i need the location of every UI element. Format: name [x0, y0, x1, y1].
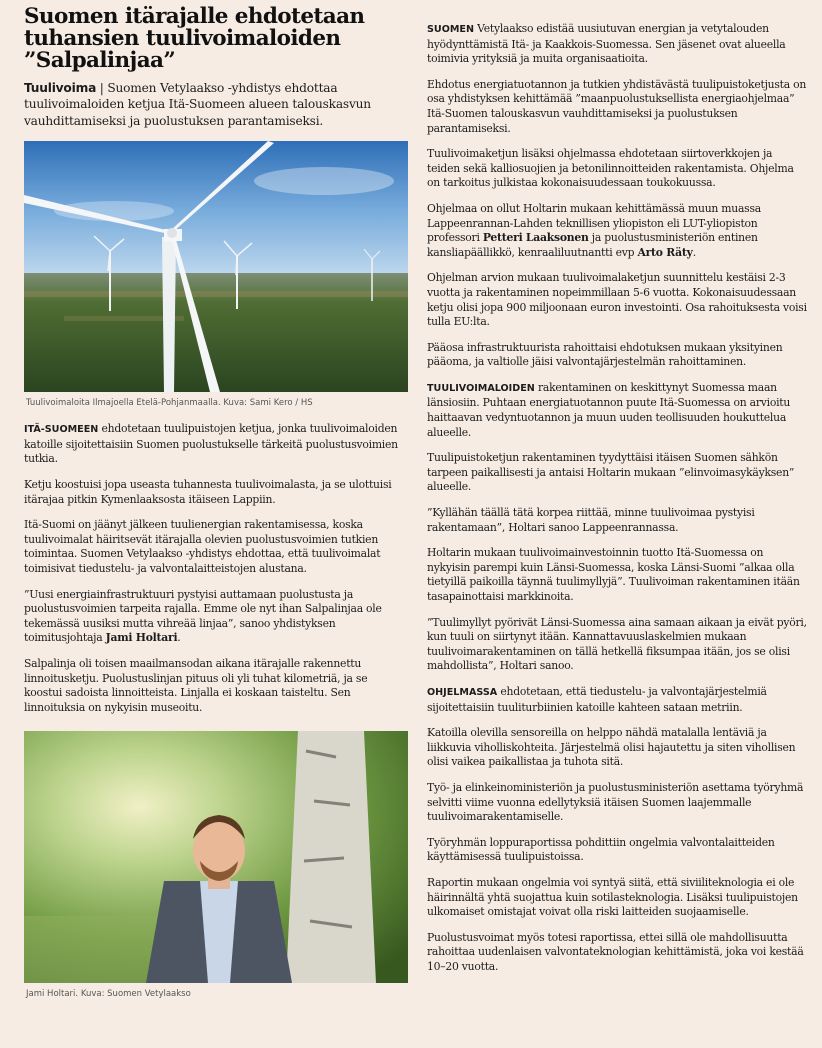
lead-text: Suomen Vetylaakso -yhdistys ehdottaa tuulivoimaloiden ketjua Itä-Suomeen alueen talouskasvun vauhdittamiseksi ja puolustuksen parantamiseksi.: [24, 81, 371, 128]
person-name: Petteri Laaksonen: [482, 231, 589, 245]
paragraph-text: ja puolustusministeriön entinen kansliapäällikkö, kenraaliluutnantti evp: [427, 231, 758, 259]
paragraph: Raportin mukaan ongelmia voi syntyä siitä, että siviiliteknologia ei ole häirinnältä yhtä suojattua kuin sotilasteknologia. Lisäksi tuulipuistojen ulkomaiset omistajat voivat olla riski laitteiden suojaamiselle.: [427, 875, 798, 919]
paragraph: [24, 422, 408, 467]
paragraph: ”Tuulimyllyt pyörivät Länsi-Suomessa aina samaan aikaan ja eivät pyöri, kun tuuli on siirtynyt itään. Kannattavuuslaskelmien mukaan tuulivoimarakentaminen on tällä hetkellä fiksumpaa itään, jos se olisi mahdollista”, Holtari sanoo.: [427, 615, 807, 673]
paragraph: Ehdotus energiatuotannon ja tutkien yhdistävästä tuulipuistoketjusta on osa yhdistyksen kehittämää ”maanpuolustuksellista energiaohjelmaa” Itä-Suomen talouskasvun vauhdittamiseksi ja puolustuksen parantamiseksi.: [427, 77, 807, 135]
paragraph-text: ”Uusi energiainfrastruktuuri pystyisi auttamaan puolustusta ja puolustusvoimien tarpeita rajalla. Emme ole nyt ihan Salpalinjaa ole tekemässä uusiksi mutta vihreää linjaa”, sanoo yhdistyksen toimitusjohtaja: [24, 587, 382, 645]
lead-kicker: Tuulivoima: [24, 81, 97, 95]
paragraph-text: .: [177, 631, 181, 645]
paragraph-text: Vetylaakso edistää uusiutuvan energian ja vetytalouden hyödynttämistä Itä- ja Kaakkois-Suomessa. Sen jäsenet ovat alueella toimivia yrityksiä ja muita organisaatioita.: [427, 22, 786, 66]
paragraph: [427, 685, 807, 715]
paragraph-kicker: TUULIVOIMALOIDEN: [427, 382, 535, 394]
paragraph: Katoilla olevilla sensoreilla on helppo nähdä matalalla lentäviä ja liikkuvia viholliskohteita. Järjestelmä olisi hajautettu ja siten vihollisen olisi vaikea paikallistaa ja tuhota sitä.: [427, 726, 796, 769]
paragraph: Ohjelman arvion mukaan tuulivoimalaketjun suunnittelu kestäisi 2-3 vuotta ja rakentaminen nopeimmillaan 5-6 vuotta. Kokonaisuudessaan ketju olisi jopa 900 miljoonaan euron investointi. Osa rahoituksesta voisi tulla EU:lta.: [427, 271, 807, 329]
paragraph-text: Ohjelmaa on ollut Holtarin mukaan kehittämässä muun muassa Lappeenrannan-Lahden teknillisen yliopiston eli LUT-yliopiston professori: [427, 201, 761, 245]
paragraph-text: .: [692, 245, 696, 259]
paragraph: Työ- ja elinkeinoministeriön ja puolustusministeriön asettama työryhmä selvitti viime vuonna edellytyksiä itäisen Suomen laajemmalle tuulivoimarakentamiselle.: [427, 780, 804, 824]
paragraph: Työryhmän loppuraportissa pohdittiin ongelmia valvontalaitteiden käyttämisessä tuulipuistoissa.: [427, 835, 775, 864]
paragraph: [427, 381, 807, 440]
paragraph: [24, 588, 408, 646]
paragraph: Holtarin mukaan tuulivoimainvestoinnin tuotto Itä-Suomessa on nykyisin parempi kuin Länsi-Suomessa, koska Länsi-Suomi ”alkaa olla tietyillä paikoilla täynnä tuulimyllyjä”. Tuulivoiman rakentaminen itään tasapainottaisi markkinoita.: [427, 546, 800, 603]
photo2-caption: Jami Holtari. Kuva: Suomen Vetylaakso: [26, 989, 191, 1000]
paragraph: [427, 202, 807, 260]
paragraph: Pääosa infrastruktuurista rahoittaisi ehdotuksen mukaan yksityinen pääoma, ja valtiolle jäisi valvontajärjestelmän rahoittaminen.: [427, 340, 783, 369]
paragraph-text: ehdotetaan tuulipuistojen ketjua, jonka tuulivoimaloiden katoille sijoitettaisiin Suomen puolustukselle tärkeitä puolustusvoimien tutkia.: [24, 422, 398, 466]
paragraph-text: ehdotetaan, että tiedustelu- ja valvontajärjestelmiä sijoitettaisiin tuuliturbiinien katoille kahteen sataan metriin.: [427, 684, 767, 714]
article-headline: Suomen itärajalle ehdotetaan tuhansien tuulivoimaloiden ”Salpalinjaa”: [24, 4, 365, 73]
paragraph: Ketju koostuisi jopa useasta tuhannesta tuulivoimalasta, ja se ulottuisi itärajaa pitkin Kymenlaaksosta itäiseen Lappiin.: [24, 478, 392, 506]
paragraph-kicker: OHJELMASSA: [427, 686, 498, 698]
paragraph: ”Kyllähän täällä tätä korpea riittää, minne tuulivoimaa pystyisi rakentamaan”, Holtari sanoo Lappeenrannassa.: [427, 506, 755, 534]
wind-turbines-illustration: [24, 141, 408, 392]
portrait-photo: [24, 731, 408, 983]
paragraph: Puolustusvoimat myös totesi raportissa, ettei sillä ole mahdollisuutta rahoittaa uudenlaisen valvontateknologian kehittämistä, joka voi kestää 10–20 vuotta.: [427, 930, 804, 973]
paragraph-text: rakentaminen on keskittynyt Suomessa maan länsiosiin. Puhtaan energiatuotannon puute Itä-Suomessa on arvioitu haittaavan vedyntuotannon ja muun uuden teollisuuden houkuttelua alueelle.: [427, 380, 791, 439]
paragraph-kicker: ITÄ-SUOMEEN: [24, 424, 99, 436]
photo1-caption: Tuulivoimaloita Ilmajoella Etelä-Pohjanmaalla. Kuva: Sami Kero / HS: [26, 398, 313, 409]
paragraph: Tuulivoimaketjun lisäksi ohjelmassa ehdotetaan siirtoverkkojen ja teiden sekä kalliosuojien ja betonilinnoitteiden rakentamista. Ohjelma on tarkoitus julkistaa kokonaisuudessaan toukokuussa.: [427, 147, 794, 190]
paragraph: Itä-Suomi on jäänyt jälkeen tuulienergian rakentamisessa, koska tuulivoimalat häiritsevät itärajalla olevien puolustusvoimien tutkien toimintaa. Suomen Vetylaakso -yhdistys ehdottaa, että tuulivoimalat toimisivat tiedustelu- ja valvontalaitteistojen alustana.: [24, 518, 381, 575]
paragraph-kicker: SUOMEN: [427, 24, 474, 35]
paragraph: Salpalinja oli toisen maailmansodan aikana itärajalle rakennettu linnoitusketju. Puolustuslinjan pituus oli yli tuhat kilometriä, ja se koostui sadoista linnoitteista. Linjalla ei koskaan taisteltu. Sen linnoituksia on nykyisin museoitu.: [24, 656, 368, 714]
person-name: Arto Räty: [637, 245, 693, 259]
paragraph: [427, 22, 807, 67]
person-name: Jami Holtari: [105, 631, 178, 645]
portrait-illustration: [24, 731, 408, 983]
right-column: [427, 22, 807, 985]
wind-turbines-photo: [24, 141, 408, 392]
left-column: [24, 6, 408, 1013]
article-lead: Tuulivoima | Suomen Vetylaakso -yhdistys ehdottaa tuulivoimaloiden ketjua Itä-Suomeen alueen talouskasvun vauhdittamiseksi ja puolustuksen parantamiseksi.: [24, 81, 371, 128]
paragraph: Tuulipuistoketjun rakentaminen tyydyttäisi itäisen Suomen sähkön tarpeen paikallisesti ja antaisi Holtarin mukaan ”elinvoimasykäyksen” alueelle.: [427, 451, 795, 494]
